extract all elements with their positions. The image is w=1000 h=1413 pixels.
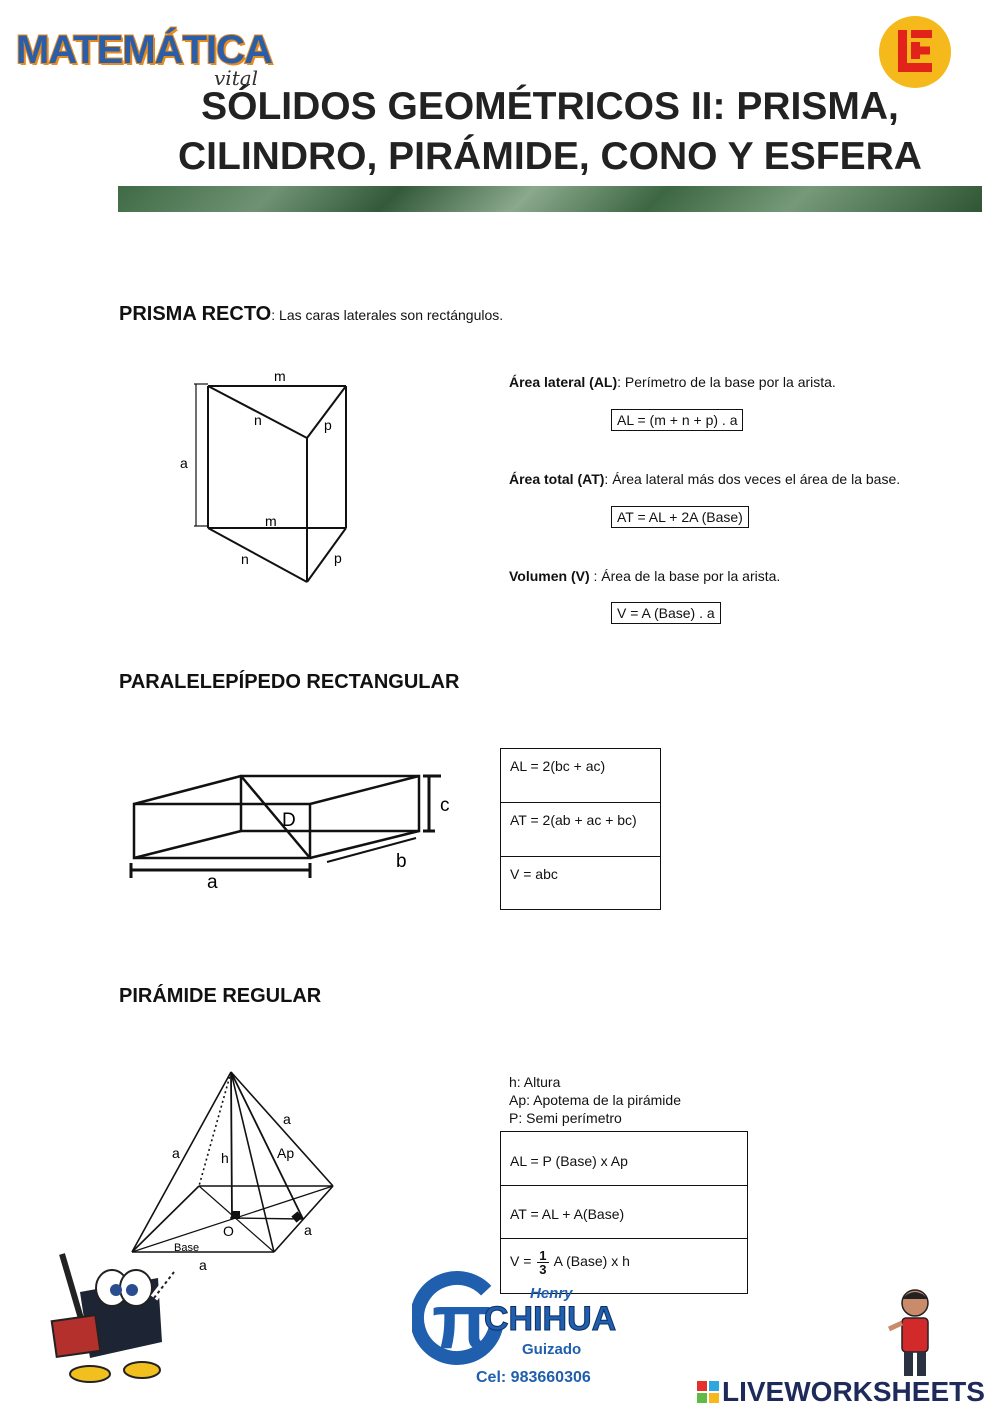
pyramid-label-a-left: a [172,1145,180,1161]
paralelepipedo-at-formula: AT = 2(ab + ac + bc) [501,803,661,857]
matematica-logo: MATEMÁTICA [16,28,272,72]
cuboid-label-b: b [396,851,407,872]
pyramid-label-a-bottom: a [199,1257,207,1273]
prisma-at-line: Área total (AT): Área lateral más dos veces el área de la base. [509,471,901,487]
page-title-line-1: SÓLIDOS GEOMÉTRICOS II: PRISMA, [201,85,899,128]
cuboid-label-a: a [207,872,218,893]
liveworksheets-watermark: LIVEWORKSHEETS [697,1376,985,1408]
prism-label-n-bottom: n [241,551,249,567]
cuboid-diagram [120,760,470,895]
prisma-subheading: : Las caras laterales son rectángulos. [271,307,504,323]
legend-ap: Ap: Apotema de la pirámide [509,1092,681,1108]
marble-banner [118,186,982,212]
fraction-one-third: $\frac{1}{3}$ [539,1248,547,1277]
brand-badge-icon [879,16,951,88]
pi-icon: π [432,1277,492,1365]
prism-label-m-top: m [274,368,286,384]
pyramid-diagram [120,1060,360,1280]
pyramid-label-base: Base [174,1242,200,1254]
author-first-name: Henry [530,1285,573,1302]
prism-label-m-bottom: m [265,513,277,529]
mascot-illustration [50,1250,185,1385]
pyramid-label-o: O [223,1223,234,1239]
prism-label-a: a [180,455,188,471]
pyramid-label-h: h [221,1150,229,1166]
prisma-al-line: Área lateral (AL): Perímetro de la base por la arista. [509,374,836,390]
prisma-v-formula: V = A (Base) . a [611,602,721,624]
piramide-at-formula: AT = AL + A(Base) [501,1186,748,1239]
matematica-logo-subtitle: vital [214,66,259,90]
prisma-heading: PRISMA RECTO: Las caras laterales son rectángulos. [119,303,504,325]
prisma-v-line: Volumen (V) : Área de la base por la arista. [509,568,781,584]
legend-p: P: Semi perímetro [509,1110,622,1126]
pyramid-label-ap: Ap [277,1145,295,1161]
prism-label-p-bottom: p [334,550,342,566]
piramide-heading: PIRÁMIDE REGULAR [119,985,322,1007]
prism-label-p-top: p [324,417,332,433]
prism-label-n-top: n [254,412,262,428]
prisma-at-formula: AT = AL + 2A (Base) [611,506,749,528]
pyramid-label-a-right: a [283,1111,291,1127]
author-second-name: Guizado [522,1341,582,1358]
author-stamp [412,1268,662,1388]
paralelepipedo-v-formula: V = abc [501,857,661,910]
paralelepipedo-formula-table [500,748,661,910]
cuboid-label-c: c [440,795,450,816]
pyramid-label-a-base-right: a [304,1222,312,1238]
pyramid-legend [509,1073,681,1127]
paralelepipedo-heading: PARALELEPÍPEDO RECTANGULAR [119,671,460,693]
cuboid-label-d: D [282,810,296,831]
piramide-al-formula: AL = P (Base) x Ap [501,1132,748,1186]
page-title-line-2: CILINDRO, PIRÁMIDE, CONO Y ESFERA [178,135,922,178]
prisma-al-formula: AL = (m + n + p) . a [611,409,743,431]
piramide-v-formula: V = $\frac{1}{3}$ A (Base) x h [501,1239,748,1294]
author-phone: Cel: 983660306 [476,1369,591,1386]
legend-h: h: Altura [509,1074,561,1090]
teacher-illustration [885,1285,945,1380]
paralelepipedo-al-formula: AL = 2(bc + ac) [501,749,661,803]
prism-diagram [170,360,380,595]
liveworksheets-icon [697,1381,719,1403]
author-last-name: CHIHUA [484,1300,617,1338]
